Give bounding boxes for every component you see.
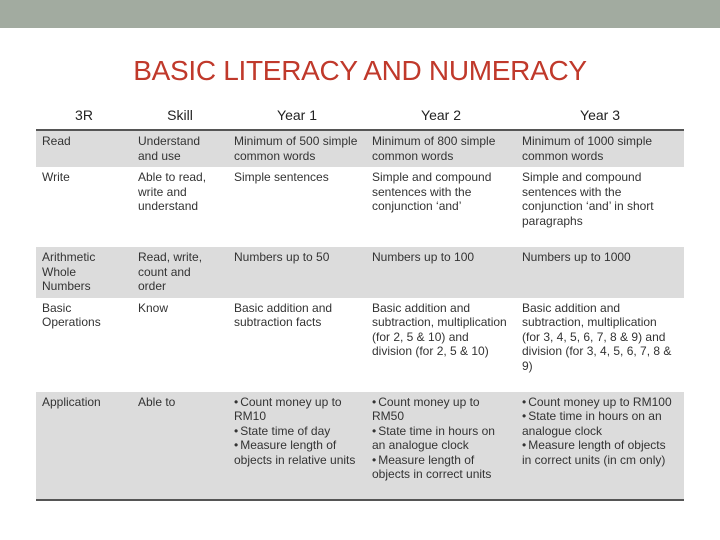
cell-year-1: Simple sentences [234, 170, 329, 184]
list-item: • State time of day [234, 424, 360, 439]
page-title: BASIC LITERACY AND NUMERACY [133, 55, 587, 86]
cell-year-3: Numbers up to 1000 [516, 247, 684, 298]
header-skill: Skill [132, 100, 228, 130]
header-3r: 3R [36, 100, 132, 130]
table-row [36, 392, 684, 500]
table-row [36, 167, 684, 247]
cell-year-1: Minimum of 500 simple common words [228, 130, 366, 167]
list-item: • Measure length of objects in correct units (in cm only) [522, 438, 678, 467]
cell-year-3: Minimum of 1000 simple common words [516, 130, 684, 167]
literacy-numeracy-table [36, 100, 684, 501]
table-row [36, 130, 684, 167]
header-year-2: Year 2 [366, 100, 516, 130]
bullet-list [372, 395, 510, 482]
cell-skill: Know [138, 300, 169, 315]
bullet-list [522, 395, 678, 468]
list-item: • Count money up to RM10 [234, 395, 360, 424]
cell-3r: Read [36, 130, 132, 167]
cell-skill: Able to read, write and understand [138, 170, 207, 213]
cell-3r: Arithmetic Whole Numbers [36, 247, 132, 298]
cell-year-3: Simple and compound sentences with the conjunction ‘and’ in short paragraphs [522, 170, 654, 228]
cell-year-1: Basic addition and subtraction facts [234, 300, 333, 329]
list-item: • Measure length of objects in correct units [372, 453, 510, 482]
top-band [0, 0, 720, 28]
list-item: • Count money up to RM50 [372, 395, 510, 424]
cell-skill: Able to [132, 392, 228, 500]
cell-year-2: Basic addition and subtraction, multiplication (for 2, 5 & 10) and division (for 2, 5 & 10) [372, 300, 507, 358]
header-year-1: Year 1 [228, 100, 366, 130]
cell-3r: Write [42, 170, 70, 184]
cell-year-3 [516, 392, 684, 500]
cell-skill: Read, write, count and order [132, 247, 228, 298]
cell-skill: Understand and use [132, 130, 228, 167]
list-item: • Count money up to RM100 [522, 395, 678, 410]
cell-year-2: Minimum of 800 simple common words [366, 130, 516, 167]
cell-year-2 [366, 392, 516, 500]
table-row [36, 298, 684, 392]
bullet-list [234, 395, 360, 468]
list-item: • State time in hours on an analogue clock [372, 424, 510, 453]
list-item: • State time in hours on an analogue clock [522, 409, 678, 438]
list-item: • Measure length of objects in relative units [234, 438, 360, 467]
table-row [36, 247, 684, 298]
cell-year-2: Simple and compound sentences with the conjunction ‘and’ [372, 170, 492, 213]
header-row [36, 100, 684, 130]
cell-year-1 [228, 392, 366, 500]
cell-year-1: Numbers up to 50 [228, 247, 366, 298]
cell-3r: Application [36, 392, 132, 500]
header-year-3: Year 3 [516, 100, 684, 130]
cell-3r: Basic Operations [42, 300, 101, 329]
cell-year-3: Basic addition and subtraction, multiplication (for 3, 4, 5, 6, 7, 8 & 9) and division (for 3, 4, 5, 6, 7, 8 & 9) [522, 300, 672, 373]
cell-year-2: Numbers up to 100 [366, 247, 516, 298]
